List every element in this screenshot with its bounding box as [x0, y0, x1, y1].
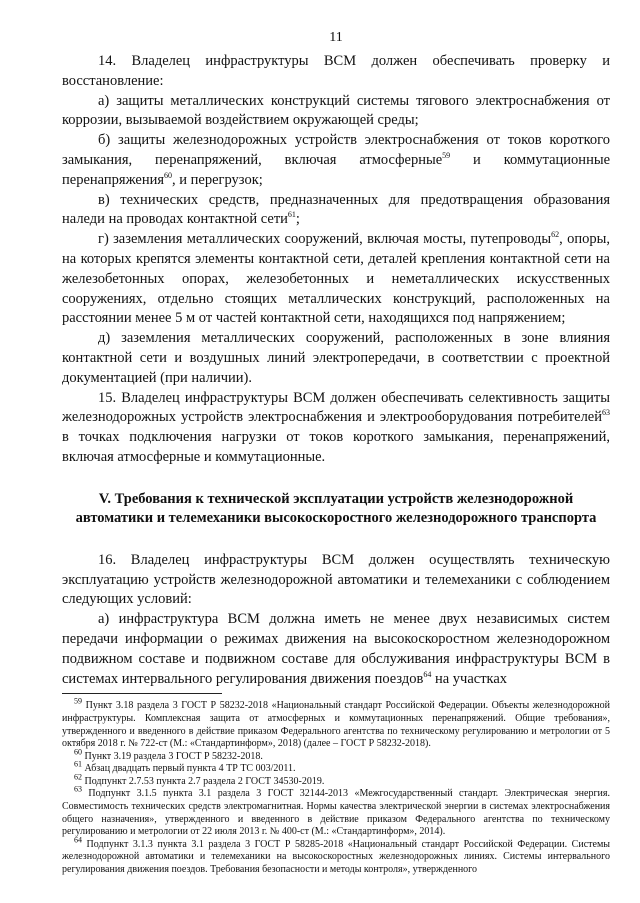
paragraph: в) технических средств, предназначенных для предотвращения образования наледи на проводах контактной сети$^{61}$; — [62, 191, 610, 228]
page-number: 11 — [329, 30, 343, 45]
paragraph: 14. Владелец инфраструктуры ВСМ должен обеспечивать проверку и восстановление: — [62, 53, 610, 89]
paragraph: а) защиты металлических конструкций системы тягового электроснабжения от коррозии, вызываемой воздействием окружающей среды; — [62, 92, 610, 129]
footnotes — [62, 696, 610, 876]
footnote: $^{62}$ Подпункт 2.7.53 пункта 2.7 раздела 2 ГОСТ 34530-2019. — [74, 772, 325, 787]
paragraph: 16. Владелец инфраструктуры ВСМ должен осуществлять техническую эксплуатацию устройств железнодорожной автоматики и телемеханики с соблюдением следующих условий: — [62, 551, 610, 608]
paragraph: г) заземления металлических сооружений, включая мосты, путепроводы$^{62}$, опоры, на которых крепятся элементы контактной сети, деталей крепления контактной сети на железобетонных опорах, железобетонных и неметаллических искусственных сооружениях, отдельно стоящих металлических конструкций, расположенных на расстоянии менее 5 м от частей контактной сети, находящихся под напряжением; — [62, 230, 610, 327]
main-text-part-1 — [62, 52, 610, 468]
footnote: $^{64}$ Подпункт 3.1.3 пункта 3.1 раздела 3 ГОСТ Р 58285-2018 «Национальный стандарт Российской Федерации. Системы железнодорожной автоматики и телемеханики на высокоскоростных железнодорожных линиях. Системы интервального регулирования движения поездов. Требования безопасности и методы контроля», утвержденного — [62, 835, 610, 876]
footnote: $^{60}$ Пункт 3.19 раздела 3 ГОСТ Р 58232-2018. — [74, 747, 263, 762]
footnote: $^{59}$ Пункт 3.18 раздела 3 ГОСТ Р 58232-2018 «Национальный стандарт Российской Федерации. Объекты железнодорожной инфраструктуры. Комплексная защита от атмосферных и коммутационных перенапряжений. Общие требования», утвержденного и введенного в действие приказом Федерального агентства по техническому регулированию и метрологии от 5 октября 2018 г. № 722-ст (М.: «Стандартинформ», 2018) (далее – ГОСТ Р 58232-2018). — [62, 696, 610, 750]
footnote: $^{61}$ Абзац двадцать первый пункта 4 ТР ТС 003/2011. — [74, 759, 296, 775]
paragraph: а) инфраструктура ВСМ должна иметь не менее двух независимых систем передачи информации о режимах движения на высокоскоростном железнодорожном подвижном составе и подвижном составе для обслуживания инфраструктуры ВСМ в системах интервального регулирования движения поездов$^{64}$ на участках — [62, 611, 610, 687]
paragraph: 15. Владелец инфраструктуры ВСМ должен обеспечивать селективность защиты железнодорожных устройств электроснабжения и электрооборудования потребителей$^{63}$ в точках подключения нагрузки от токов короткого замыкания, перенапряжений, включая атмосферные и коммутационные. — [62, 389, 610, 465]
footnote: $^{63}$ Подпункт 3.1.5 пункта 3.1 раздела 3 ГОСТ 32144-2013 «Межгосударственный стандарт. Электрическая энергия. Совместимость технических средств электромагнитная. Нормы качества электрической энергии в системах электроснабжения общего назначения», утвержденного и введенного в действие приказом Федерального агентства по техническому регулированию и метрологии от 22 июля 2013 г. № 400-ст (М.: «Стандартинформ», 2014). — [62, 785, 610, 838]
footnote-ref: 59 — [442, 151, 451, 161]
footnote-ref: 63 — [602, 408, 610, 418]
footnote-ref: 62 — [551, 230, 560, 240]
footnote-ref: 61 — [287, 210, 296, 220]
section-heading: V. Требования к технической эксплуатации устройств железнодорожной автоматики и телемеханики высокоскоростного железнодорожного транспорта — [75, 490, 597, 527]
main-text-part-2 — [62, 551, 610, 690]
paragraph: б) защиты железнодорожных устройств электроснабжения от токов короткого замыкания, перенапряжений, включая атмосферные$^{59}$ и коммутационные перенапряжения$^{60}$, и перегрузок; — [62, 132, 611, 188]
footnote-ref: 64 — [423, 669, 432, 679]
footnote-ref: 60 — [164, 170, 173, 180]
paragraph: д) заземления металлических сооружений, расположенных в зоне влияния контактной сети и воздушных линий электропередачи, в соответствии с проектной документацией (при наличии). — [62, 330, 610, 386]
footnote-separator — [62, 693, 222, 694]
